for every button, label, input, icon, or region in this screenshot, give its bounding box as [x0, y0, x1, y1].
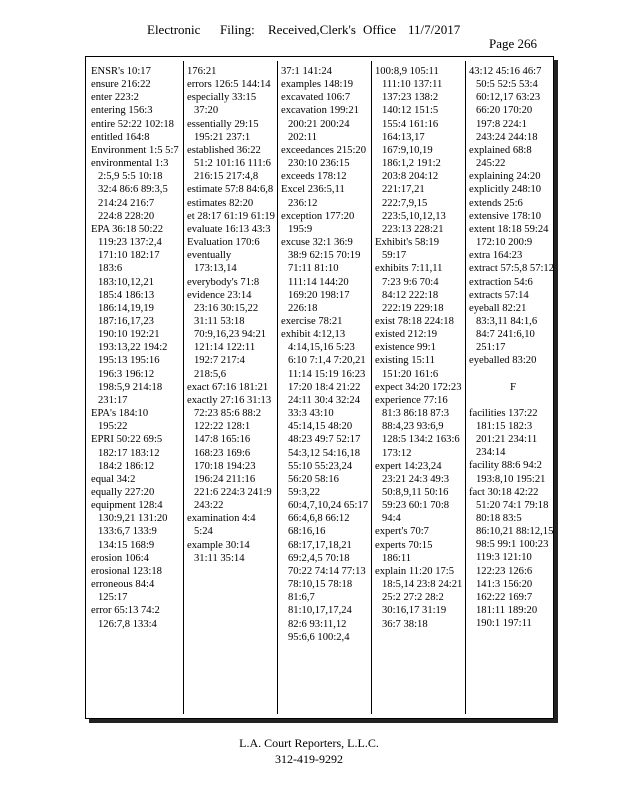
index-entry: 37:1 141:24 — [281, 66, 332, 77]
index-entry: explaining 24:20 — [469, 171, 541, 183]
index-entry: existence 99:1 — [375, 342, 436, 354]
index-column-3 — [281, 65, 369, 714]
index-entry: existing 15:11 151:20 161:6 — [375, 355, 439, 380]
index-entry: excavation 199:21 200:21 200:24 202:11 — [281, 105, 359, 143]
index-entry: experts 70:15 186:11 — [375, 539, 433, 564]
index-entry: extensive 178:10 — [469, 210, 542, 222]
index-entry: explain 11:20 17:5 18:5,14 23:8 24:21 25:2 27:2 28:2 30:16,17 31:19 36:7 38:18 — [375, 565, 463, 630]
index-entry: eyeball 82:21 83:3,11 84:1,6 84:7 241:6,10 251:17 — [469, 302, 538, 354]
header-received: Received,Clerk's — [268, 22, 356, 37]
index-entry: evidence 23:14 23:16 30:15,22 31:11 53:18 70:9,16,23 94:21 121:14 122:11 192:7 217:4 218:5,6 — [187, 289, 267, 380]
index-entry: erroneous 84:4 125:17 — [91, 579, 155, 604]
index-entry: explained 68:8 245:22 — [469, 144, 532, 170]
index-box — [85, 56, 554, 719]
index-entry: exact 67:16 181:21 — [187, 381, 269, 393]
index-entry: established 36:22 51:2 101:16 111:6 216:15 217:4,8 — [187, 144, 271, 183]
index-entry: EPA's 184:10 195:22 — [91, 408, 149, 433]
index-entry: 176:21 — [187, 66, 217, 77]
index-entry: 43:12 45:16 46:7 50:5 52:5 53:4 60:12,17 63:23 66:20 170:20 197:8 224:1 243:24 244:18 — [469, 66, 542, 143]
index-entry: extent 18:18 59:24 172:10 200:9 — [469, 223, 549, 249]
index-column-4 — [375, 65, 463, 714]
index-entry: expert's 70:7 — [375, 526, 429, 538]
index-entry: Environment 1:5 5:7 — [91, 144, 179, 156]
index-entry: exist 78:18 224:18 — [375, 315, 454, 327]
index-entry: EPA 36:18 50:22 119:23 137:2,4 171:10 182:17 183:6 183:10,12,21 185:4 186:13 186:14,19,19 187:16,17,23 190:10 192:21 193:13,22 194:2 195:13 195:16 196:3 196:12 198:5,9 214:18 231:17 — [91, 223, 168, 406]
column-divider — [465, 61, 466, 714]
index-entry: exercise 78:21 — [281, 315, 343, 327]
footer-phone: 312-419-9292 — [275, 752, 343, 766]
index-entry: error 65:13 74:2 126:7,8 133:4 — [91, 605, 160, 630]
index-entry: especially 33:15 37:20 — [187, 92, 257, 117]
page-number: Page 266 — [489, 36, 538, 51]
index-entry: eyeballed 83:20 — [469, 355, 537, 367]
index-entry: extraction 54:6 — [469, 276, 533, 288]
index-entry: exhibit 4:12,13 4:14,15,16 5:23 6:10 7:1,4 7:20,21 11:14 15:19 16:23 17:20 18:4 21:22 24:11 30:4 32:24 33:3 43:10 45:14,15 48:20 48:23 49:7 52:17 54:3,12 54:16,18 55:10 55:23,24 56:20 58:16 59:3,22 60:4,7,10,24 65:17 66:4,6,8 66:12 68:16,16 68:17,17,18,21 69:2,4,5 70:18 70:22 74:14 77:13 78:10,15 78:18 81:6,7 81:10,17,17,24 82:6 93:11,12 95:6,6 100:2,4 — [281, 329, 369, 643]
index-entry: experience 77:16 81:3 86:18 87:3 88:4,23 93:6,9 128:5 134:2 163:6 173:12 — [375, 394, 460, 459]
index-entry: errors 126:5 144:14 — [187, 79, 271, 91]
index-entry: expect 34:20 172:23 — [375, 381, 462, 393]
index-column-5 — [469, 65, 557, 714]
index-column-1 — [91, 65, 179, 714]
index-entry: exceeds 178:12 — [281, 171, 347, 183]
index-entry: exception 177:20 195:9 — [281, 210, 355, 235]
index-entry: facilities 137:22 181:15 182:3 201:21 234:11 234:14 — [469, 407, 538, 459]
index-entry: extract 57:5,8 57:12 — [469, 263, 555, 275]
index-entry: extracts 57:14 — [469, 289, 529, 301]
index-entry: exhibits 7:11,11 7:23 9:6 70:4 84:12 222:18 222:19 229:18 — [375, 263, 444, 314]
footer-company: L.A. Court Reporters, L.L.C. — [239, 736, 379, 750]
index-entry: Exhibit's 58:19 59:17 — [375, 237, 440, 262]
index-entry: examples 148:19 — [281, 79, 354, 91]
index-entry: example 30:14 31:11 35:14 — [187, 539, 250, 564]
index-entry: entering 156:3 — [91, 105, 153, 117]
index-entry: equal 34:2 — [91, 473, 136, 485]
index-entry: fact 30:18 42:22 51:20 74:1 79:18 80:18 83:5 86:10,21 88:12,15 98:5 99:1 100:23 119:3 121:10 122:23 126:6 141:3 156:20 162:22 169:7 181:11 189:20 190:1 197:11 — [469, 486, 554, 630]
index-entry: erosional 123:18 — [91, 565, 162, 577]
index-entry: explicitly 248:10 — [469, 184, 542, 196]
index-entry: excavated 106:7 — [281, 92, 351, 104]
index-entry: extra 164:23 — [469, 250, 523, 262]
index-entry: evaluate 16:13 43:3 — [187, 223, 271, 235]
index-entry: equally 227:20 — [91, 487, 155, 498]
header-date: 11/7/2017 — [408, 22, 461, 37]
index-entry: exceedances 215:20 230:10 236:15 — [281, 144, 367, 170]
index-entry: extends 25:6 — [469, 197, 523, 209]
index-column-2 — [187, 65, 275, 714]
index-entry: ensure 216:22 — [91, 79, 151, 91]
header-electronic: Electronic — [147, 22, 201, 37]
index-entry: exactly 27:16 31:13 72:23 85:6 88:2 122:22 128:1 147:8 165:16 168:23 169:6 170:18 194:23 196:24 211:16 221:6 224:3 241:9 243:22 — [187, 394, 272, 512]
index-entry: entire 52:22 102:18 — [91, 118, 174, 130]
index-entry: estimates 82:20 — [187, 197, 254, 209]
index-entry: estimate 57:8 84:6,8 — [187, 184, 274, 196]
index-entry: facility 88:6 94:2 193:8,10 195:21 — [469, 460, 546, 485]
index-entry: everybody's 71:8 — [187, 276, 260, 288]
index-entry: equipment 128:4 130:9,21 131:20 133:6,7 133:9 134:15 168:9 — [91, 500, 168, 551]
header-office: Office — [363, 22, 396, 37]
index-entry: enter 223:2 — [91, 92, 139, 104]
section-letter: F — [509, 380, 517, 393]
index-entry: examination 4:4 5:24 — [187, 513, 256, 538]
header-filing: Filing: — [220, 22, 255, 37]
index-entry: erosion 106:4 — [91, 552, 149, 564]
index-entry: eventually 173:13,14 — [187, 250, 237, 275]
index-entry: ENSR's 10:17 — [91, 66, 151, 77]
index-entry: 100:8,9 105:11 111:10 137:11 137:23 138:2 140:12 151:5 155:4 161:16 164:13,17 167:9,10,19 186:1,2 191:2 203:8 204:12 221:17,21 222:7,9,15 223:5,10,12,13 223:13 228:21 — [375, 66, 446, 235]
index-entry: et 28:17 61:19 61:19 — [187, 210, 275, 222]
index-entry: Evaluation 170:6 — [187, 237, 260, 249]
index-entry: entitled 164:8 — [91, 131, 150, 143]
index-entry: excuse 32:1 36:9 38:9 62:15 70:19 71:11 81:10 111:14 144:20 169:20 198:17 226:18 — [281, 237, 361, 314]
index-entry: EPRI 50:22 69:5 182:17 183:12 184:2 186:12 — [91, 434, 163, 472]
index-entry: environmental 1:3 2:5,9 5:5 10:18 32:4 86:6 89:3,5 214:24 216:7 224:8 228:20 — [91, 158, 169, 222]
column-divider — [277, 61, 278, 714]
index-entry: expert 14:23,24 23:21 24:3 49:3 50:8,9,11 50:16 59:23 60:1 70:8 94:4 — [375, 460, 450, 525]
index-entry: existed 212:19 — [375, 329, 438, 341]
index-entry: Excel 236:5,11 236:12 — [281, 184, 345, 209]
column-divider — [183, 61, 184, 714]
index-entry: essentially 29:15 195:21 237:1 — [187, 118, 259, 143]
column-divider — [371, 61, 372, 714]
